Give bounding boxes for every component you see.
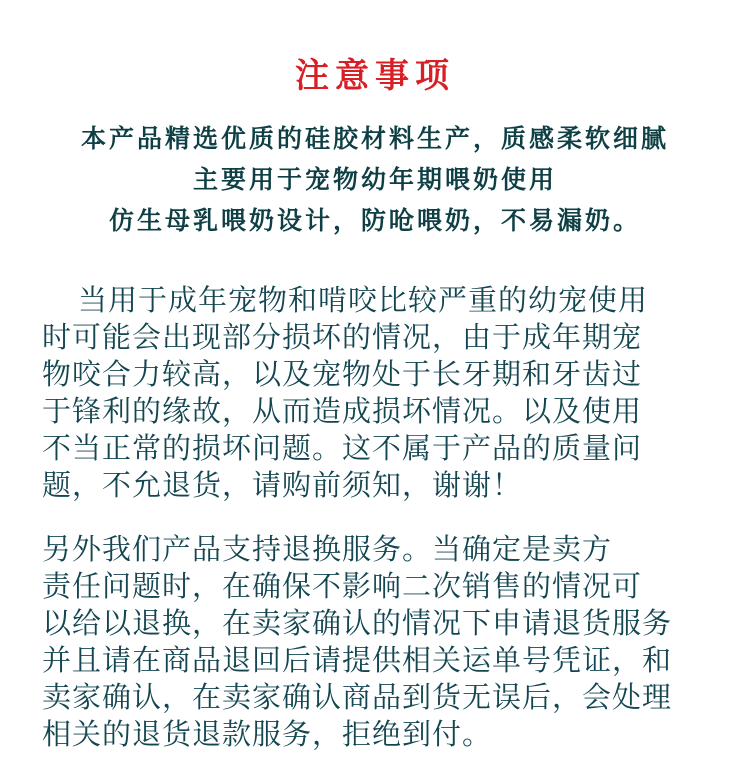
paragraph-line: 于锋利的缘故，从而造成损坏情况。以及使用 (42, 394, 643, 428)
paragraph-line: 相关的退货退款服务，拒绝到付。 (42, 717, 493, 751)
page-title: 注意事项 (295, 56, 455, 96)
paragraph-line: 另外我们产品支持退换服务。当确定是卖方 (42, 532, 613, 566)
intro-line: 仿生母乳喂奶设计，防呛喂奶，不易漏奶。 (108, 206, 641, 235)
notice-paragraph-damage (42, 282, 648, 504)
paragraph-line: 题，不允退货，请购前须知，谢谢！ (42, 468, 523, 502)
paragraph-line: 不当正常的损坏问题。这不属于产品的质量问 (42, 431, 643, 465)
paragraph-line: 并且请在商品退回后请提供相关运单号凭证，和 (42, 643, 673, 677)
intro-line: 本产品精选优质的硅胶材料生产，质感柔软细腻 (80, 124, 669, 153)
intro-block (0, 118, 750, 241)
paragraph-line: 责任问题时，在确保不影响二次销售的情况可 (42, 569, 643, 603)
paragraph-line: 以给以退换，在卖家确认的情况下申请退货服务 (42, 606, 673, 640)
paragraph-line: 当用于成年宠物和啃咬比较严重的幼宠使用 (78, 283, 649, 317)
intro-line: 主要用于宠物幼年期喂奶使用 (192, 165, 557, 194)
paragraph-line: 时可能会出现部分损坏的情况，由于成年期宠 (42, 320, 643, 354)
paragraph-line: 卖家确认，在卖家确认商品到货无误后，会处理 (42, 680, 673, 714)
paragraph-line: 物咬合力较高，以及宠物处于长牙期和牙齿过 (42, 357, 643, 391)
notice-paragraph-returns (42, 531, 672, 753)
